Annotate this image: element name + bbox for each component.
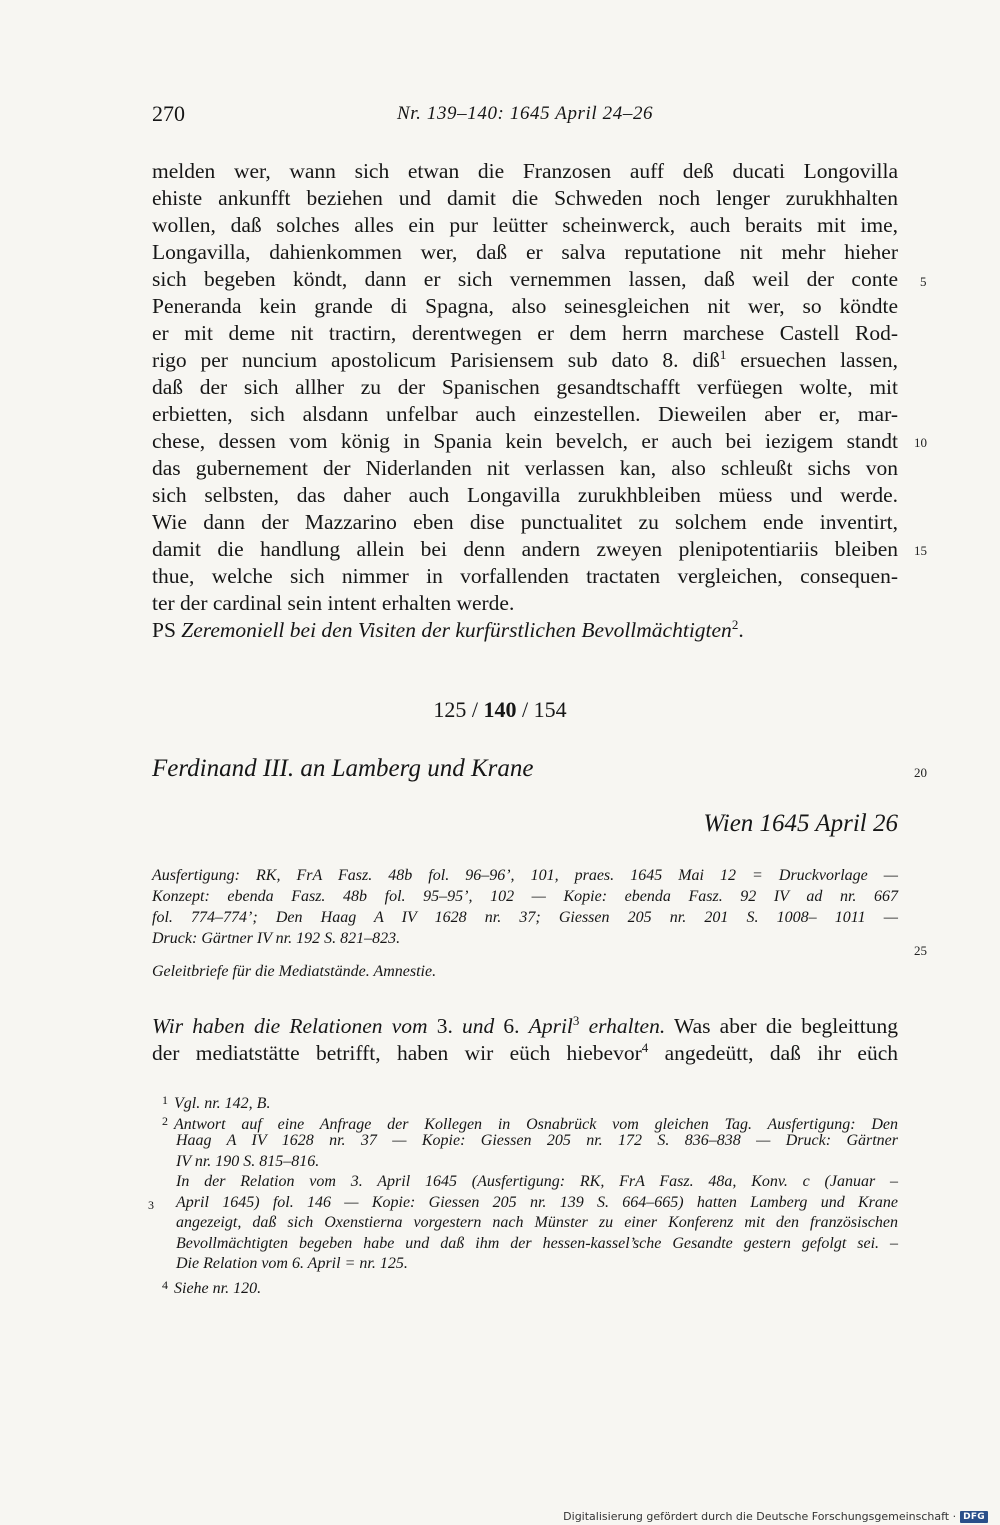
page-header (152, 97, 898, 131)
text-line: ter der cardinal sein intent erhalten werde. (152, 591, 515, 615)
footnote-ref[interactable]: 4 (641, 1040, 649, 1055)
footnote-ref[interactable]: 2 (731, 617, 739, 632)
text-line: Wie dann der Mazzarino eben dise punctualitet zu solchem ende inventirt, (152, 510, 898, 534)
footnote-1: $^1$ Vgl. nr. 142, B. (162, 1093, 271, 1112)
page-number: 270 (152, 101, 185, 126)
nav-separator: / (522, 697, 529, 722)
dfg-logo[interactable]: DFG (960, 1511, 988, 1523)
footnote-3-cont: Bevollmächtigten begeben habe und daß ihm der hessen-kassel’sche Gesandte gestern gefolgt sei. – (176, 1234, 898, 1252)
footnote-ref[interactable]: 1 (719, 347, 727, 362)
footnote-2-cont: IV nr. 190 S. 815–816. (176, 1152, 320, 1170)
line-number: 5 (920, 274, 927, 289)
text-line: chese, dessen vom könig in Spania kein bevelch, er auch bei iezigem standt (152, 429, 898, 453)
text-line: sich begeben köndt, dann er sich vernemmen lassen, daß weil der conte (152, 267, 898, 291)
text-line: Wir haben die Relationen vom 3. und 6. April$^3$ erhalten. Was aber die begleittung (152, 1013, 898, 1038)
document-text (152, 1013, 898, 1067)
next-document-link[interactable]: 154 (533, 697, 567, 722)
footnotes (148, 1090, 898, 1297)
postscript-line: PS Zeremoniell bei den Visiten der kurfürstlichen Bevollmächtigten$^2$. (152, 617, 744, 642)
text-line: Peneranda kein grande di Spagna, also seinesgleichen nit wer, so köndte (152, 294, 898, 318)
text-line: der mediatstätte betrifft, haben wir eüch hiebevor$^4$ angedeütt, daß ihr eüch (152, 1040, 899, 1065)
text-line: sich selbsten, das daher auch Longavilla zurukhbleiben müess und werde. (152, 483, 898, 507)
footnote-3-mark: 3 (148, 1197, 154, 1212)
footnote-3: In der Relation vom 3. April 1645 (Ausfertigung: RK, FrA Fasz. 48a, Konv. c (Januar – (176, 1173, 898, 1190)
source-line: Konzept: ebenda Fasz. 48b fol. 95–95’, 102 — Kopie: ebenda Fasz. 92 IV ad nr. 667 (152, 888, 898, 905)
text-line: damit die handlung allein bei denn andern zweyen plenipotentiariis bleiben (152, 537, 898, 561)
source-line: Druck: Gärtner IV nr. 192 S. 821–823. (152, 930, 401, 947)
text-line: Longavilla, dahienkommen wer, daß er salva reputatione nit mehr hieher (152, 240, 898, 264)
current-document-number: 140 (483, 697, 517, 722)
text-line: er mit deme nit tractirn, derentwegen er dem herrn marchese Castell Rod- (152, 321, 898, 345)
digitization-credit (563, 1510, 988, 1523)
text-line: erbietten, sich alsdann unfelbar auch einzestellen. Dieweilen aber er, mar- (152, 402, 898, 426)
document-navigation (0, 693, 1000, 727)
footnote-3-cont: Die Relation vom 6. April = nr. 125. (176, 1255, 408, 1272)
footnote-3-cont: 3 April 1645) fol. 146 — Kopie: Giessen 205 nr. 139 S. 664–665) hatten Lamberg und Krane (162, 1193, 898, 1214)
footnote-4: $^4$ Siehe nr. 120. (162, 1277, 262, 1297)
document-place-date: Wien 1645 April 26 (703, 810, 898, 837)
source-line: fol. 774–774’; Den Haag A IV 1628 nr. 37; Giessen 205 nr. 201 S. 1008– 1011 — (152, 909, 898, 926)
running-head: Nr. 139–140: 1645 April 24–26 (397, 103, 654, 124)
prev-document-link[interactable]: 125 (433, 697, 467, 722)
footnote-ref[interactable]: 3 (572, 1013, 580, 1028)
text-line: daß der sich allher zu der Spanischen gesandtschafft verfüegen wolte, mit (152, 375, 898, 399)
footnote-2-cont: Haag A IV 1628 nr. 37 — Kopie: Giessen 205 nr. 172 S. 836–838 — Druck: Gärtner (176, 1132, 898, 1149)
footnote-3-cont: angezeigt, daß sich Oxenstierna vorgestern nach Münster zu einer Konferenz mit den französischen (176, 1214, 898, 1231)
credit-text: Digitalisierung gefördert durch die Deutsche Forschungsgemeinschaft · (563, 1510, 957, 1523)
line-number: 20 (914, 765, 927, 780)
document-title: Ferdinand III. an Lamberg und Krane (152, 755, 534, 782)
regest: Geleitbriefe für die Mediatstände. Amnestie. (152, 963, 437, 980)
text-line: das gubernement der Niderlanden nit verlassen kan, also schleußt sichs von (152, 456, 898, 480)
line-number: 15 (914, 543, 927, 558)
ps-prefix: PS (152, 618, 176, 642)
ps-text: Zeremoniell bei den Visiten der kurfürstlichen Bevollmächtigten (181, 618, 732, 642)
text-line: melden wer, wann sich etwan die Franzosen auff deß ducati Longovilla (152, 159, 898, 183)
line-number: 10 (914, 435, 927, 450)
text-line: thue, welche sich nimmer in vorfallenden tractaten vergleichen, consequen- (152, 564, 898, 588)
source-line: Ausfertigung: RK, FrA Fasz. 48b fol. 96–96’, 101, praes. 1645 Mai 12 = Druckvorlage — (152, 867, 898, 884)
text-line: wollen, daß solches alles ein pur leütter scheinwerck, auch beraits mit ime, (152, 213, 898, 237)
text-line-with-footnote: rigo per nuncium apostolicum Parisiensem sub dato 8. diß$^1$ ersuechen lassen, (152, 347, 898, 372)
footnote-2: $^2$ Antwort auf eine Anfrage der Kollegen in Osnabrück vom gleichen Tag. Ausfertigung: Den (162, 1113, 898, 1133)
text-line: ehiste ankunfft beziehen und damit die Schweden noch lenger zurukhhalten (152, 186, 898, 210)
line-number: 25 (914, 943, 927, 958)
source-notes (152, 865, 898, 949)
nav-separator: / (471, 697, 478, 722)
continued-text (152, 158, 898, 644)
